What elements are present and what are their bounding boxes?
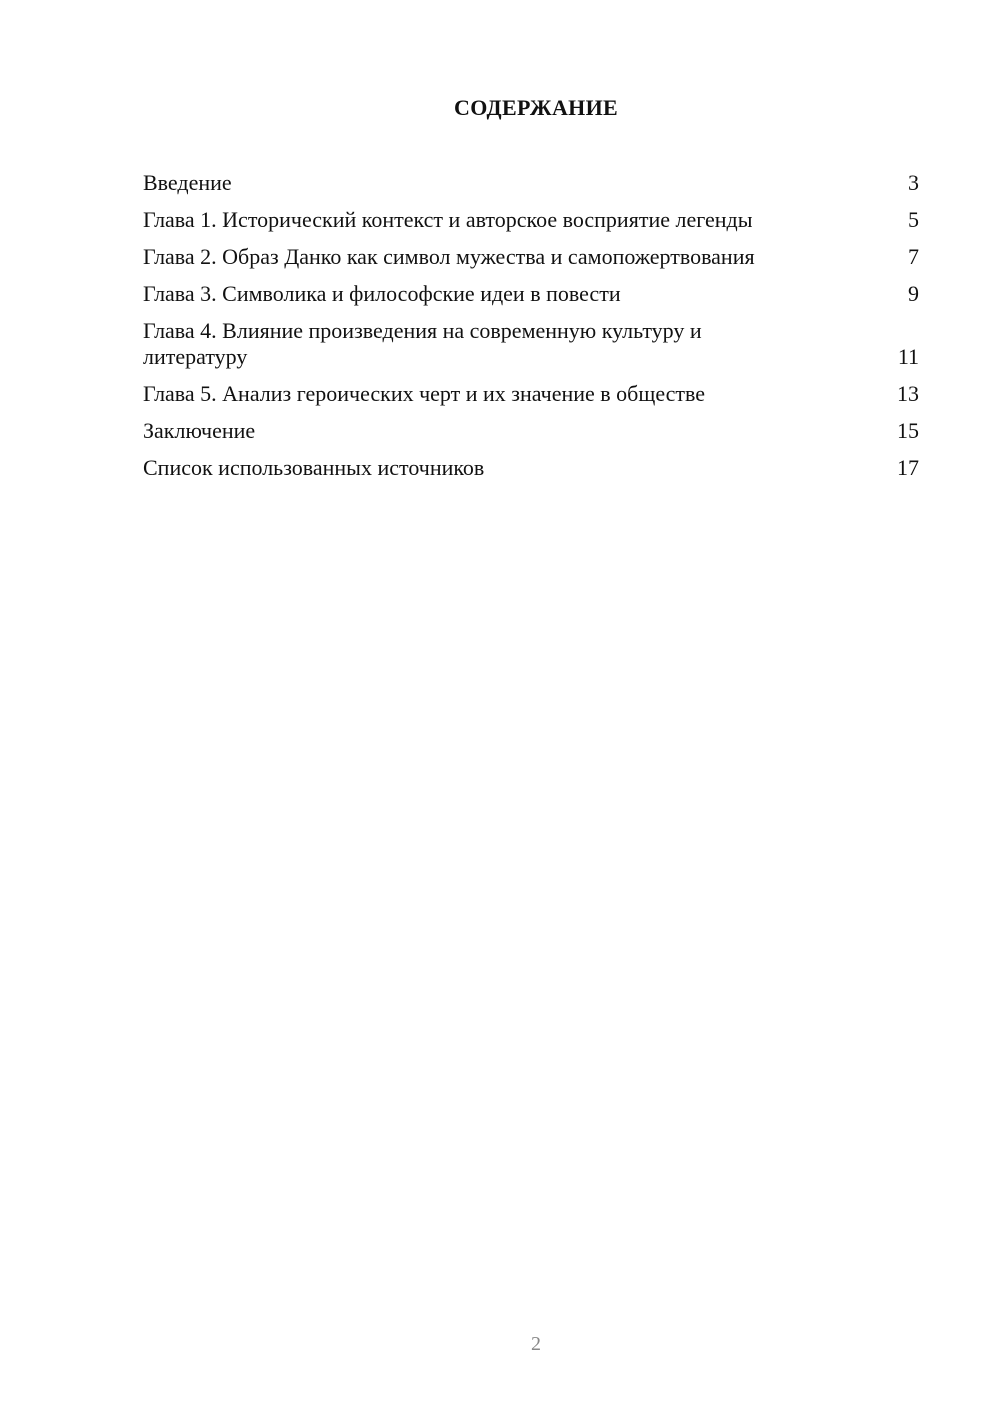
toc-entry-page: 7 [908,244,919,269]
toc-entry-chapter-5[interactable] [143,381,919,407]
toc-entry-title: Глава 5. Анализ героических черт и их значение в обществе [143,381,706,406]
toc-entry-page: 13 [897,381,919,406]
toc-entry-title: Заключение [143,418,256,443]
toc-entry-references[interactable] [143,455,919,481]
toc-entry-page: 9 [908,281,919,306]
toc-entry-title: Глава 1. Исторический контекст и авторское восприятие легенды [143,207,753,232]
toc-entry-chapter-3[interactable] [143,281,919,307]
toc-entry-chapter-2[interactable] [143,244,919,270]
toc-entry-title: Введение [143,170,232,195]
table-of-contents [143,170,919,492]
toc-entry-page: 15 [897,418,919,443]
page-number: 2 [531,1333,541,1355]
toc-entry-page: 3 [908,170,919,195]
toc-entry-page: 17 [897,455,919,480]
toc-entry-page: 11 [897,344,919,369]
toc-entry-chapter-4[interactable] [143,318,919,370]
toc-entry-conclusion[interactable] [143,418,919,444]
toc-entry-introduction[interactable] [143,170,919,196]
toc-entry-title: Список использованных источников [143,455,485,480]
toc-entry-title: Глава 4. Влияние произведения на современную культуру и литературу [143,318,702,369]
toc-entry-title: Глава 3. Символика и философские идеи в повести [143,281,621,306]
toc-entry-title: Глава 2. Образ Данко как символ мужества и самопожертвования [143,244,755,269]
page-title: СОДЕРЖАНИЕ [454,95,618,120]
toc-entry-chapter-1[interactable] [143,207,919,233]
toc-entry-page: 5 [908,207,919,232]
